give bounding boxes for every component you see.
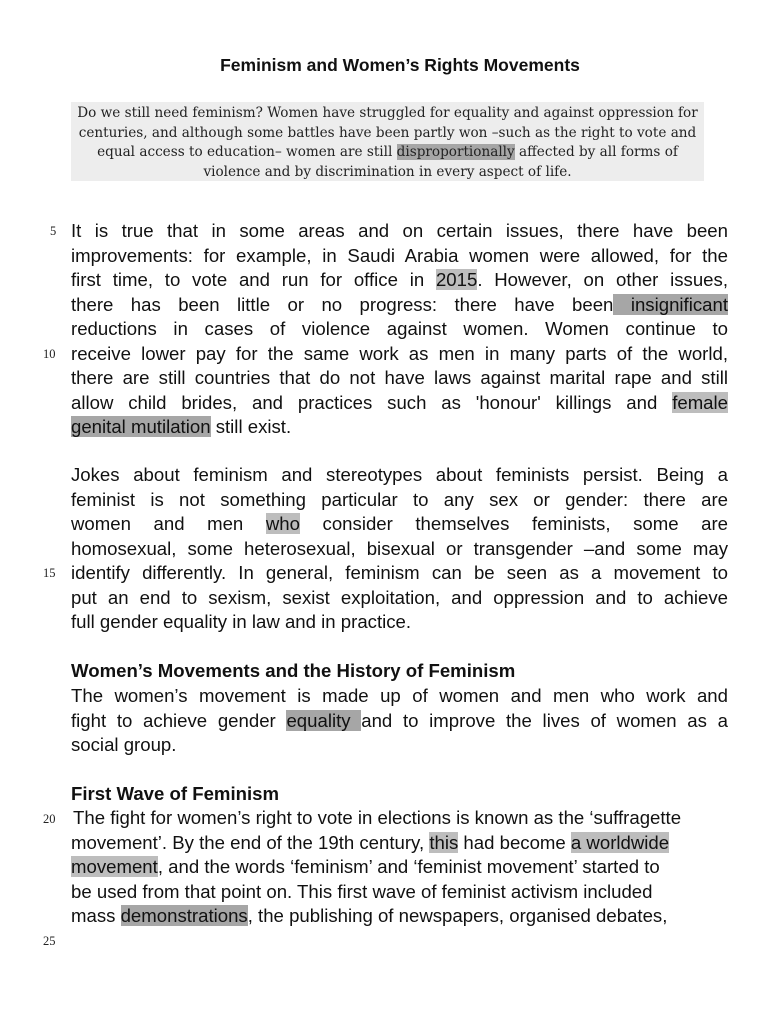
highlight: this <box>429 831 459 853</box>
text-line: improvements: for example, in Saudi Arabia women were allowed, for the <box>71 244 728 266</box>
paragraph-3 <box>71 684 728 758</box>
text-line: reductions in cases of violence against women. Women continue to <box>71 318 728 339</box>
highlight: disproportionally <box>396 144 515 160</box>
highlight: equality <box>286 709 362 731</box>
text-line: receive lower pay for the same work as men in many parts of the world, <box>71 342 728 364</box>
highlight: demonstrations <box>120 905 248 926</box>
text-line: genital mutilation still exist. <box>71 416 292 437</box>
highlight: movement <box>71 856 158 877</box>
text-line: there has been little or no progress: there have been insignificant <box>71 293 728 315</box>
text-line: movement’. By the end of the 19th century, this had become a worldwide <box>71 831 670 853</box>
intro-line: Do we still need feminism? Women have struggled for equality and against oppression for <box>77 105 698 121</box>
text-line: It is true that in some areas and on certain issues, there have been <box>71 220 728 241</box>
line-number: 15 <box>43 566 56 580</box>
text-line: identify differently. In general, feminism can be seen as a movement to <box>71 562 728 583</box>
text-line: first time, to vote and run for office in 2015. However, on other issues, <box>71 269 728 290</box>
intro-line: centuries, and although some battles have been partly won –such as the right to vote and <box>78 124 697 141</box>
text-line: social group. <box>71 734 177 755</box>
text-line: mass demonstrations, the publishing of newspapers, organised debates, <box>71 905 668 926</box>
text-line: The fight for women’s right to vote in elections is known as the ‘suffragette <box>73 807 682 828</box>
highlight: insignificant <box>613 293 728 315</box>
line-number: 5 <box>50 224 57 238</box>
page-title: Feminism and Women’s Rights Movements <box>220 55 580 75</box>
text-line: homosexual, some heterosexual, bisexual or transgender –and some may <box>71 537 728 559</box>
text-line: feminist is not something particular to any sex or gender: there are <box>71 488 728 510</box>
line-number: 25 <box>43 934 56 948</box>
text-line: put an end to sexism, sexist exploitation, and oppression and to achieve <box>71 586 728 608</box>
text-line: fight to achieve gender equality and to improve the lives of women as a <box>71 709 728 731</box>
intro-box <box>71 102 704 181</box>
highlight: a worldwide <box>570 831 670 853</box>
highlight: female <box>672 391 728 413</box>
section-heading: Women’s Movements and the History of Feminism <box>71 660 516 681</box>
highlight: genital mutilation <box>71 416 211 437</box>
line-number: 20 <box>43 812 56 826</box>
text-line: Jokes about feminism and stereotypes about feminists persist. Being a <box>71 464 728 485</box>
intro-line: violence and by discrimination in every aspect of life. <box>203 163 572 180</box>
paragraph-1 <box>71 219 728 440</box>
text-line: there are still countries that do not have laws against marital rape and still <box>71 367 728 388</box>
text-line: movement, and the words ‘feminism’ and ‘feminist movement’ started to <box>71 856 660 877</box>
intro-line: equal access to education– women are still disproportionally affected by all forms of <box>97 144 678 160</box>
paragraph-2 <box>71 463 728 635</box>
text-line: full gender equality in law and in practice. <box>71 611 412 632</box>
section-heading: First Wave of Feminism <box>71 783 280 804</box>
line-number: 10 <box>43 347 56 361</box>
text-line: allow child brides, and practices such as 'honour' killings and female <box>71 391 728 413</box>
text-line: women and men who consider themselves feminists, some are <box>71 513 728 534</box>
paragraph-4 <box>71 806 721 929</box>
text-line: be used from that point on. This first wave of feminist activism included <box>71 880 653 902</box>
text-line: The women’s movement is made up of women and men who work and <box>71 685 728 706</box>
highlight: 2015 <box>435 269 478 290</box>
highlight: who <box>265 513 300 534</box>
